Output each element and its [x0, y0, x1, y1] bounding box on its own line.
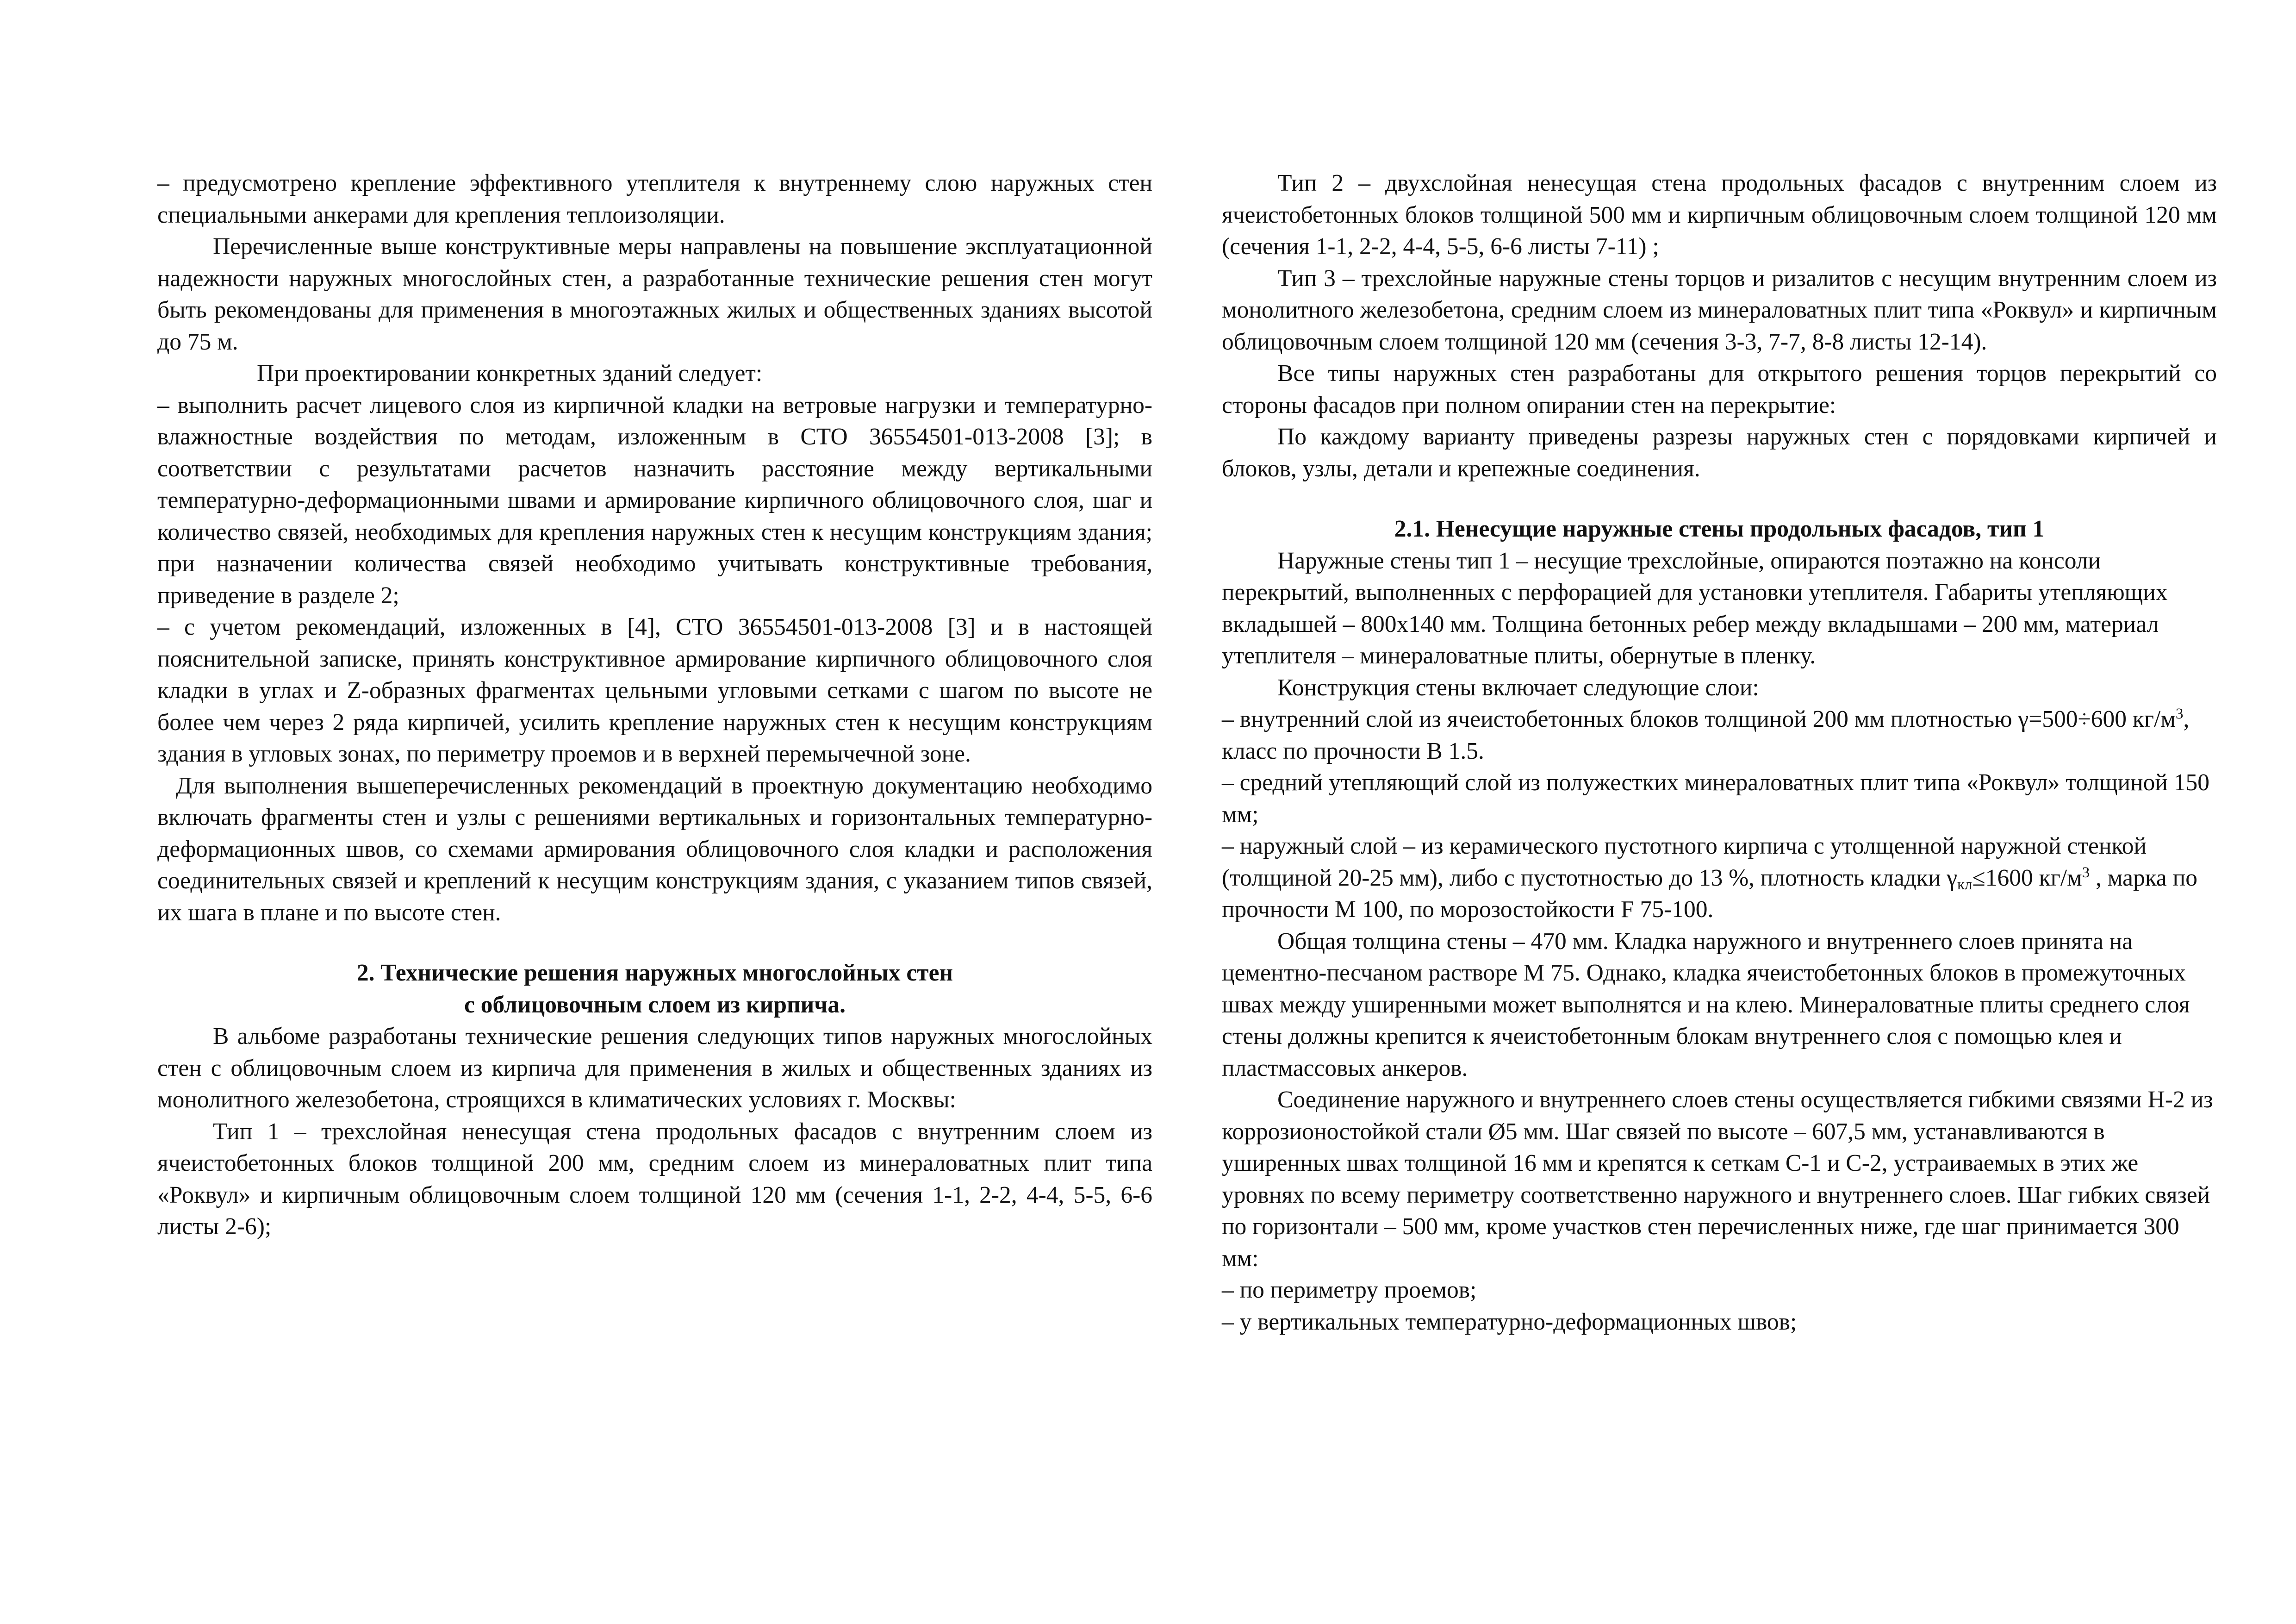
- paragraph-outer-layer: [1222, 831, 2217, 926]
- section-heading-2-line1: 2. Технические решения наружных многослойных стен: [356, 960, 953, 986]
- list-item-joints: – у вертикальных температурно-деформационных швов;: [1222, 1308, 1797, 1335]
- outer-layer-text: – наружный слой – из керамического пустотного кирпича с утолщенной наружной стенкой (толщиной 20-25 мм), либо с пустотностью до 13 %, плотность кладки γ: [1222, 833, 2147, 891]
- paragraph-type-1: Тип 1 – трехслойная ненесущая стена продольных фасадов с внутренним слоем из ячеистобетонных блоков толщиной 200 мм, средним слоем из минераловатных плит типа «Роквул» и кирпичным облицовочным слоем толщиной 120 мм (сечения 1-1, 2-2, 4-4, 5-5, 6-6 листы 2-6);: [157, 1118, 1152, 1240]
- right-column: [1222, 168, 2217, 1338]
- spacer: [1222, 485, 2217, 513]
- paragraph-inner-layer: [1222, 704, 2217, 767]
- outer-layer-density: ≤1600 кг/м: [1972, 864, 2082, 891]
- section-heading-2-1: 2.1. Ненесущие наружные стены продольных фасадов, тип 1: [1394, 516, 2045, 542]
- section-heading-2: [157, 957, 1152, 1021]
- paragraph-documentation: Для выполнения вышеперечисленных рекомендаций в проектную документацию необходимо включать фрагменты стен и узлы с решениями вертикальных и горизонтальных температурно-деформационных швов, со схемами армирования облицовочного слоя кладки и расположения соединительных связей и креплений к несущим конструкциям здания, с указанием типов связей, их шага в плане и по высоте стен.: [157, 772, 1152, 926]
- inner-layer-text: – внутренний слой из ячеистобетонных блоков толщиной 200 мм плотностью γ=500÷600 кг/м: [1222, 706, 2176, 732]
- outer-layer-text-end: , марка по прочности М 100, по морозостойкости F 75-100.: [1222, 864, 2197, 923]
- paragraph-type-2: Тип 2 – двухслойная ненесущая стена продольных фасадов с внутренним слоем из ячеистобетонных блоков толщиной 500 мм и кирпичным облицовочным слоем толщиной 120 мм (сечения 1-1, 2-2, 4-4, 5-5, 6-6 листы 7-11) ;: [1222, 170, 2217, 260]
- paragraph-all-types: Все типы наружных стен разработаны для открытого решения торцов перекрытий со стороны фасадов при полном опирании стен на перекрытие:: [1222, 360, 2217, 418]
- cubic-superscript: 3: [2175, 706, 2184, 722]
- paragraph-total-thickness: Общая толщина стены – 470 мм. Кладка наружного и внутреннего слоев принята на цементно-песчаном растворе М 75. Однако, кладка ячеистобетонных блоков в промежуточных швах между уширенными может выполнятся и на клею. Минераловатные плиты среднего слоя стены должны крепится к ячеистобетонным блокам внутреннего слоя с помощью клея и пластмассовых анкеров.: [1222, 928, 2190, 1081]
- masonry-subscript: кл: [1957, 876, 1972, 893]
- paragraph-layers-intro: Конструкция стены включает следующие слои:: [1277, 674, 1759, 701]
- paragraph-calculation-item: – выполнить расчет лицевого слоя из кирпичной кладки на ветровые нагрузки и температурно-влажностные воздействия по методам, изложенным в СТО 36554501-013-2008 [3]; в соответствии с результатами расчетов назначить расстояние между вертикальными температурно-деформационными швами и армирование кирпичного облицовочного слоя, шаг и количество связей, необходимых для крепления наружных стен к несущим конструкциям здания; при назначении количества связей необходимо учитывать конструктивные требования, приведение в разделе 2;: [157, 392, 1152, 609]
- spacer: [157, 929, 1152, 957]
- paragraph-album-intro: В альбоме разработаны технические решения следующих типов наружных многослойных стен с облицовочным слоем из кирпича для применения в жилых и общественных зданиях из монолитного железобетона, строящихся в климатических условиях г. Москвы:: [157, 1023, 1152, 1113]
- paragraph-type-1-description: Наружные стены тип 1 – несущие трехслойные, опираются поэтажно на консоли перекрытий, выполненных с перфорацией для установки утеплителя. Габариты утепляющих вкладышей – 800х140 мм. Толщина бетонных ребер между вкладышами – 200 мм, материал утеплителя – минераловатные плиты, обернутые в пленку.: [1222, 547, 2168, 669]
- section-heading-2-line2: с облицовочным слоем из кирпича.: [464, 991, 846, 1018]
- paragraph-variants: По каждому варианту приведены разрезы наружных стен с порядовками кирпичей и блоков, узлы, детали и крепежные соединения.: [1222, 424, 2217, 482]
- paragraph-reinforcement-item: – с учетом рекомендаций, изложенных в [4], СТО 36554501-013-2008 [3] и в настоящей пояснительной записке, принять конструктивное армирование кирпичного облицовочного слоя кладки в углах и Z-образных фрагментах цельными угловыми сетками с шагом по высоте не более чем через 2 ряда кирпичей, усилить крепление наружных стен к несущим конструкциям здания в угловых зонах, по периметру проемов и в верхней перемычечной зоне.: [157, 614, 1152, 767]
- paragraph-type-3: Тип 3 – трехслойные наружные стены торцов и ризалитов с несущим внутренним слоем из монолитного железобетона, средним слоем из минераловатных плит типа «Роквул» и кирпичным облицовочным слоем толщиной 120 мм (сечения 3-3, 7-7, 8-8 листы 12-14).: [1222, 265, 2217, 355]
- paragraph-flexible-ties: Соединение наружного и внутреннего слоев стены осуществляется гибкими связями Н-2 из коррозионостойкой стали Ø5 мм. Шаг связей по высоте – 607,5 мм, устанавливаются в уширенных швах толщиной 16 мм и крепятся к сеткам С-1 и С-2, устраиваемых в этих же уровнях по всему периметру соответственно наружного и внутреннего слоев. Шаг гибких связей по горизонтали – 500 мм, кроме участков стен перечисленных ниже, где шаг принимается 300 мм:: [1222, 1087, 2213, 1272]
- inner-layer-text-end: , класс по прочности В 1.5.: [1222, 706, 2190, 764]
- left-column: [157, 168, 1152, 1243]
- paragraph-anchoring-note: – предусмотрено крепление эффективного утеплителя к внутреннему слою наружных стен специальными анкерами для крепления теплоизоляции.: [157, 170, 1152, 228]
- paragraph-measures-summary: Перечисленные выше конструктивные меры направлены на повышение эксплуатационной надежности наружных многослойных стен, а разработанные технические решения стен могут быть рекомендованы для применения в многоэтажных жилых и общественных зданиях высотой до 75 м.: [157, 233, 1152, 355]
- list-item-openings: – по периметру проемов;: [1222, 1277, 1477, 1303]
- cubic-superscript: 3: [2082, 864, 2090, 881]
- paragraph-design-intro: При проектировании конкретных зданий следует:: [257, 360, 763, 387]
- paragraph-middle-layer: – средний утепляющий слой из полужестких минераловатных плит типа «Роквул» толщиной 150 мм;: [1222, 769, 2210, 828]
